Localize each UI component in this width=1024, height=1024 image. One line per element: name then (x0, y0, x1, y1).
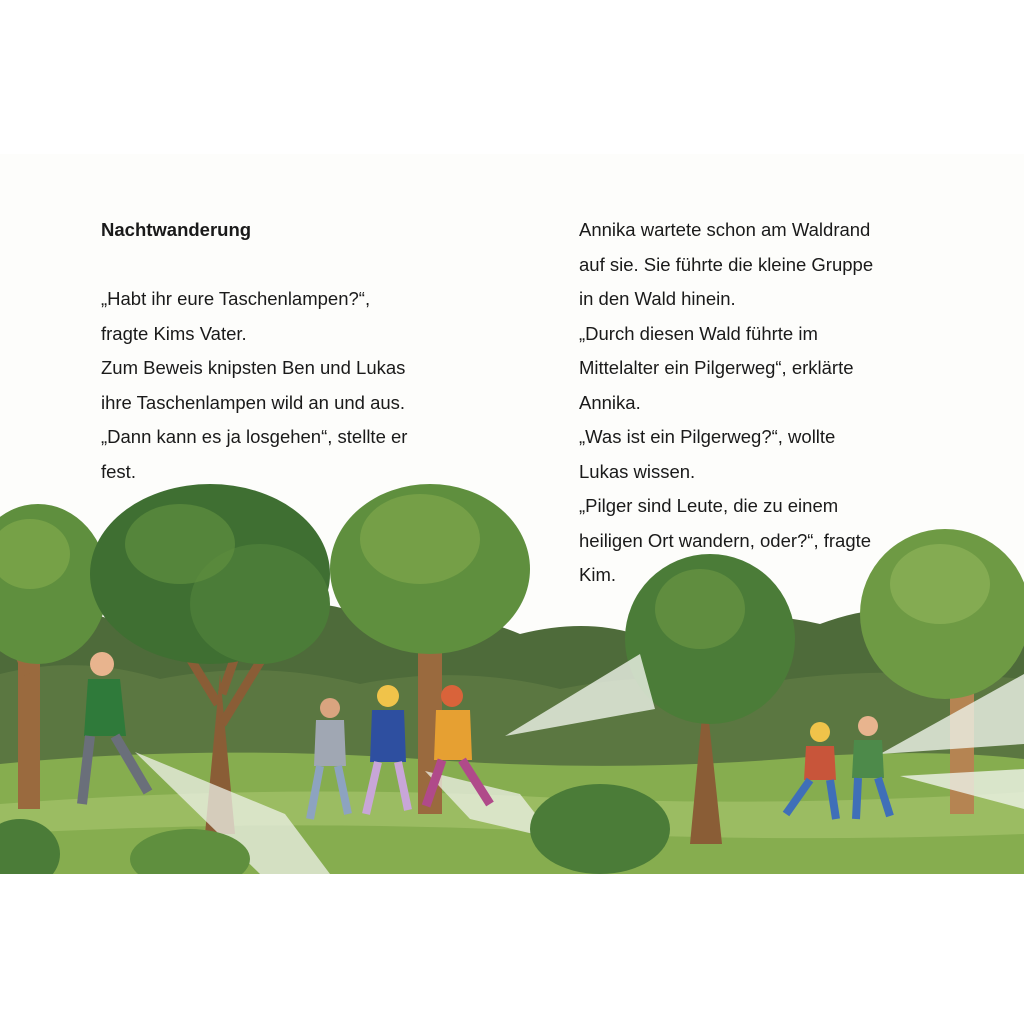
text-line: Kim. (579, 564, 616, 585)
chapter-title: Nachtwanderung (101, 219, 252, 240)
text-line: „Pilger sind Leute, die zu einem (579, 495, 839, 516)
text-line: Zum Beweis knipsten Ben und Lukas (101, 357, 406, 378)
forest-scene (0, 474, 1024, 874)
text-line: Annika. (579, 391, 641, 413)
text-line: „Habt ihr eure Taschenlampen?“, (101, 288, 371, 309)
text-line: „Dann kann es ja losgehen“, stellte er (101, 426, 408, 447)
text-line: Lukas wissen. (579, 460, 696, 482)
tree-crown-highlight (360, 494, 480, 584)
text-line: fest. (101, 460, 136, 482)
text-line: fragte Kims Vater. (101, 322, 247, 344)
tree-crown-highlight (125, 504, 235, 584)
tree-crown-highlight (890, 544, 990, 624)
text-line: auf sie. Sie führte die kleine Gruppe (579, 253, 874, 275)
forest-illustration (0, 474, 1024, 874)
book-spread (0, 154, 1024, 874)
text-line: „Durch diesen Wald führte im (579, 322, 818, 344)
text-line: Mittelalter ein Pilgerweg“, erklärte (579, 357, 854, 378)
text-line: „Was ist ein Pilgerweg?“, wollte (579, 426, 836, 447)
left-page-text (101, 213, 501, 489)
text-line: Annika wartete schon am Waldrand (579, 219, 871, 240)
bush (530, 784, 670, 874)
text-line: ihre Taschenlampen wild an und aus. (101, 391, 406, 413)
text-line: heiligen Ort wandern, oder?“, fragte (579, 529, 872, 551)
text-line: in den Wald hinein. (579, 288, 736, 309)
tree-crown-highlight (655, 569, 745, 649)
